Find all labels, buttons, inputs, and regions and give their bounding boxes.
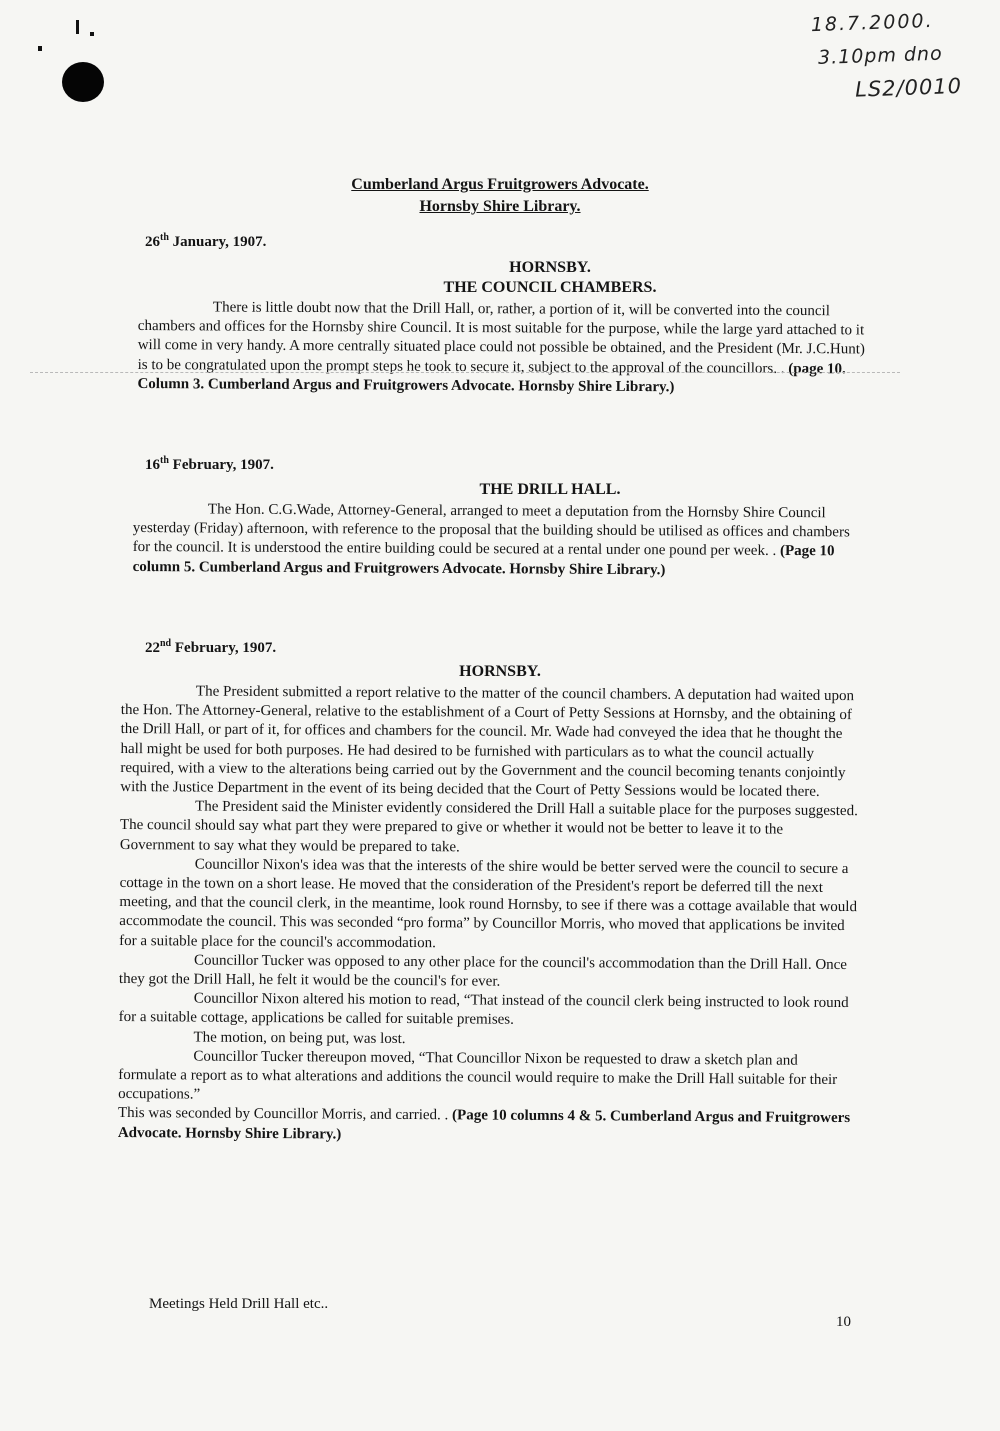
section-date: [145, 455, 274, 474]
section-body: [118, 682, 859, 1148]
section-title-line: HORNSBY.: [509, 259, 591, 276]
source-citation: (Page 10 columns 4 & 5. Cumberland Argus and Fruitgrowers Advocate. Hornsby Shire Library.): [117, 1107, 851, 1143]
date-month-year: February, 1907.: [171, 640, 277, 656]
section-subtitle: THE COUNCIL CHAMBERS.: [443, 279, 657, 296]
document-header: [300, 174, 700, 218]
handwritten-reference: LS2/0010: [854, 73, 963, 102]
body-paragraph: The President said the Minister evidently considered the Drill Hall a suitable place for the purposes suggested. The council should say what part they were prepared to give or whether it would not be better to leave it to the Government to say what they would be prepared to take.: [119, 798, 858, 855]
handwritten-date: 18.7.2000.: [810, 9, 934, 37]
archive-handwritten-note: [810, 3, 993, 108]
body-paragraph: Councillor Tucker was opposed to any other place for the council's accommodation than the Drill Hall. Once they got the Drill Hall, he felt it would be the council's for ever.: [118, 952, 848, 990]
date-suffix: th: [160, 232, 169, 243]
header-publication: Cumberland Argus Fruitgrowers Advocate.: [351, 176, 649, 193]
section-title: [380, 258, 720, 298]
body-paragraph: [133, 500, 869, 581]
body-paragraph: The President submitted a report relative to the matter of the council chambers. A deputation had waited upon the Hon. The Attorney-General, relative to the establishment of a Court of Petty Sessions at Hornsby, and the obtaining of the Drill Hall, or part of it, for offices and chambers for the council. Mr. Wade had conveyed the idea that he thought the hall might be used for both purposes. He had desired to be furnished with particulars as to what the council actually required, with a view to the alterations being carried out by the Government and the council becoming tenants conjointly with the Justice Department in the event of its being decided that the Court of Petty Sessions would be located there.: [120, 683, 855, 800]
fold-line: [30, 372, 900, 374]
source-citation: (Page 10 column 5. Cumberland Argus and Fruitgrowers Advocate. Hornsby Shire Library.): [132, 543, 835, 578]
page-number: 10: [836, 1314, 851, 1330]
body-paragraph: Councillor Tucker thereupon moved, “That Councillor Nixon be requested to draw a sketch plan and formulate a report as to what alterations and additions the council would require to make the Drill Hall suitable for their occupations.”: [118, 1048, 838, 1103]
body-text: The Hon. C.G.Wade, Attorney-General, arranged to meet a deputation from the Hornsby Shire Council yesterday (Friday) afternoon, with reference to the proposal that the building should be utilised as offices and chambers for the council. It is understood the entire building could be secured at a rental under one pound per week. .: [132, 501, 850, 560]
section-title: [390, 480, 710, 500]
footer-label: Meetings Held Drill Hall etc..: [149, 1296, 329, 1312]
date-day: 16: [145, 457, 160, 473]
scan-speck: [38, 46, 42, 51]
body-paragraph: [118, 1104, 856, 1148]
handwritten-time: 3.10pm dno: [817, 42, 943, 69]
section-body: [133, 500, 869, 581]
punch-hole: [62, 62, 104, 102]
section-date: [145, 638, 276, 657]
section-body: [137, 298, 866, 398]
body-paragraph: Councillor Nixon's idea was that the interests of the shire would be better served were the council to secure a cottage in the town on a short lease. He moved that the consideration of the President's report be deferred till the next meeting, and that the council clerk, in the meantime, look round Hornsby, to see if there was a cottage available that would accommodate the council. This was seconded “pro forma” by Councillor Morris, who moved that applications be invited for a suitable place for the council's accommodation.: [119, 856, 858, 951]
body-text: This was seconded by Councillor Morris, and carried. .: [117, 1105, 453, 1124]
date-day: 26: [145, 234, 160, 250]
date-month-year: February, 1907.: [168, 457, 274, 473]
source-citation: (page 10. Column 3. Cumberland Argus and Fruitgrowers Advocate. Hornsby Shire Library.): [137, 360, 846, 396]
body-text: There is little doubt now that the Drill Hall, or, rather, a portion of it, will be converted into the council chambers and offices for the Hornsby shire Council. It is most suitable for the purpose, while the large yard attached to it will come in very handy. A more centrally situated place could not possible be obtained, and the President (Mr. J.C.Hunt) is to be congratulated upon the prompt steps he took to secure it, subject to the approval of the councillors. .: [137, 299, 865, 377]
body-paragraph: The motion, on being put, was lost.: [193, 1029, 406, 1047]
section-title-line: THE DRILL HALL.: [479, 481, 621, 498]
section-title: [400, 662, 600, 682]
header-library: Hornsby Shire Library.: [419, 198, 581, 215]
date-suffix: th: [160, 455, 169, 466]
scan-speck: [76, 20, 79, 34]
date-suffix: nd: [160, 638, 172, 649]
body-paragraph: [137, 298, 866, 398]
scan-speck: [90, 32, 94, 36]
body-paragraph: Councillor Nixon altered his motion to read, “That instead of the council clerk being instructed to look round for a suitable cottage, applications be called for suitable premises.: [118, 990, 849, 1029]
date-day: 22: [145, 640, 160, 656]
section-date: [145, 232, 266, 251]
date-month-year: January, 1907.: [168, 234, 267, 250]
section-title-line: HORNSBY.: [459, 663, 541, 680]
